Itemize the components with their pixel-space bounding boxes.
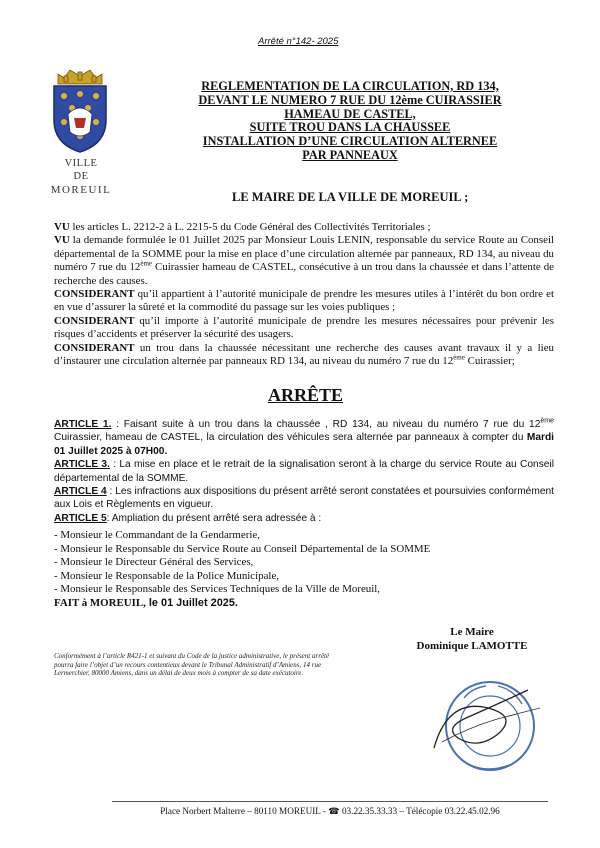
decree-title (170, 80, 530, 163)
footer-contact: Place Norbert Malterre – 80110 MOREUIL - ☎ 03.22.35.33.33 – Télécopie 03.22.45.02.96 (160, 806, 500, 816)
article-1: ARTICLE 1. : Faisant suite à un trou dans la chaussée , RD 134, au niveau du numéro 7 rue du 12ème Cuirassier, hameau de CASTEL, la circulation des véhicules sera alternée par panneaux à compter du Mardi 01 Juillet 2025 à 07H00. (54, 417, 554, 457)
vu-paragraph: VU la demande formulée le 01 Juillet 2025 par Monsieur Louis LENIN, responsable du service Route au Conseil départemental de la SOMME pour la mise en place d’une circulation alternée par panneaux, RD 134, au niveau du numéro 7 rue du 12ème Cuirassier hameau de CASTEL, consécutive à un trou dans la chaussée et dans l’attente de recherche des causes. (54, 234, 554, 287)
title-line: HAMEAU DE CASTEL, (284, 106, 416, 121)
vu-paragraph: VU les articles L. 2212-2 à L. 2215-5 du Code Général des Collectivités Territoriales ; (54, 221, 431, 233)
considerant-paragraph: CONSIDERANT qu’il appartient à l’autorité municipale de prendre les mesures utiles à l’intérêt du bon ordre et en vue d’assurer la sûreté et la commodité du passage sur les voies publiques ; (54, 288, 554, 314)
footer-divider (112, 801, 548, 802)
signer-role: Le Maire (450, 626, 494, 638)
mayor-seal-and-signature-icon (428, 668, 548, 788)
recipients-list (54, 529, 554, 611)
list-item: - Monsieur le Responsable des Services Techniques de la Ville de Moreuil, (54, 583, 381, 596)
town-label-ville: VILLE (64, 158, 98, 169)
title-line: REGLEMENTATION DE LA CIRCULATION, RD 134, (201, 79, 499, 93)
mayor-heading: LE MAIRE DE LA VILLE DE MOREUIL ; (232, 190, 469, 204)
decree-reference: Arrêté n°142- 2025 (258, 36, 339, 47)
article-5: ARTICLE 5: Ampliation du présent arrêté sera adressée à : (54, 512, 322, 524)
fait-a-line: FAIT à MOREUIL, le 01 Juillet 2025. (54, 596, 238, 609)
list-item: - Monsieur le Responsable de la Police Municipale, (54, 569, 280, 582)
list-item: - Monsieur le Commandant de la Gendarmerie, (54, 529, 260, 541)
title-line: INSTALLATION D’UNE CIRCULATION ALTERNEE (202, 134, 498, 149)
list-item: - Monsieur le Directeur Général des Services, (54, 556, 254, 569)
town-label-de: DE (73, 171, 89, 182)
signer-name: Dominique LAMOTTE (416, 640, 528, 652)
telephone-icon: ☎ (328, 806, 340, 816)
legal-notice: Conformément à l’article R421-1 et suivant du Code de la justice administrative, le présent arrêté pourra faire l’objet d’un recours contentieux devant le Tribunal Administratif d’Amiens, 14 rue Lermerchier, 80000 Amiens, dans un délai de deux mois à compter de sa date exécutoire. (54, 652, 330, 678)
title-line: SUITE TROU DANS LA CHAUSSEE (249, 120, 451, 135)
signature-block (412, 625, 532, 653)
article-4: ARTICLE 4 : Les infractions aux dispositions du présent arrêté seront constatées et poursuivies conformément aux Lois et Règlements en vigueur. (54, 486, 554, 511)
considerations-block (54, 221, 554, 368)
coat-of-arms-icon (44, 66, 116, 154)
title-line: PAR PANNEAUX (302, 147, 398, 162)
list-item: - Monsieur le Responsable du Service Route au Conseil Départemental de la SOMME (54, 542, 431, 555)
article-3: ARTICLE 3. : La mise en place et le retrait de la signalisation seront à la charge du service Route au Conseil départemental de la SOMME. (54, 459, 554, 484)
title-line: DEVANT LE NUMERO 7 RUE DU 12ème CUIRASSIER (198, 92, 502, 107)
arrete-heading: ARRÊTE (268, 385, 344, 405)
town-label-name: MOREUIL (50, 184, 112, 196)
considerant-paragraph: CONSIDERANT un trou dans la chaussée nécessitant une recherche des causes avant travaux il y a lieu d’instaurer une circulation alternée par panneaux RD 134, au niveau du numéro 7 rue du 12ème Cuirassier; (54, 341, 554, 368)
articles-block (54, 418, 554, 525)
considerant-paragraph: CONSIDERANT qu’il importe à l’autorité municipale de prendre les mesures nécessaires pour prévenir les risques d’accidents et préserver la sécurité des usagers. (54, 314, 554, 341)
